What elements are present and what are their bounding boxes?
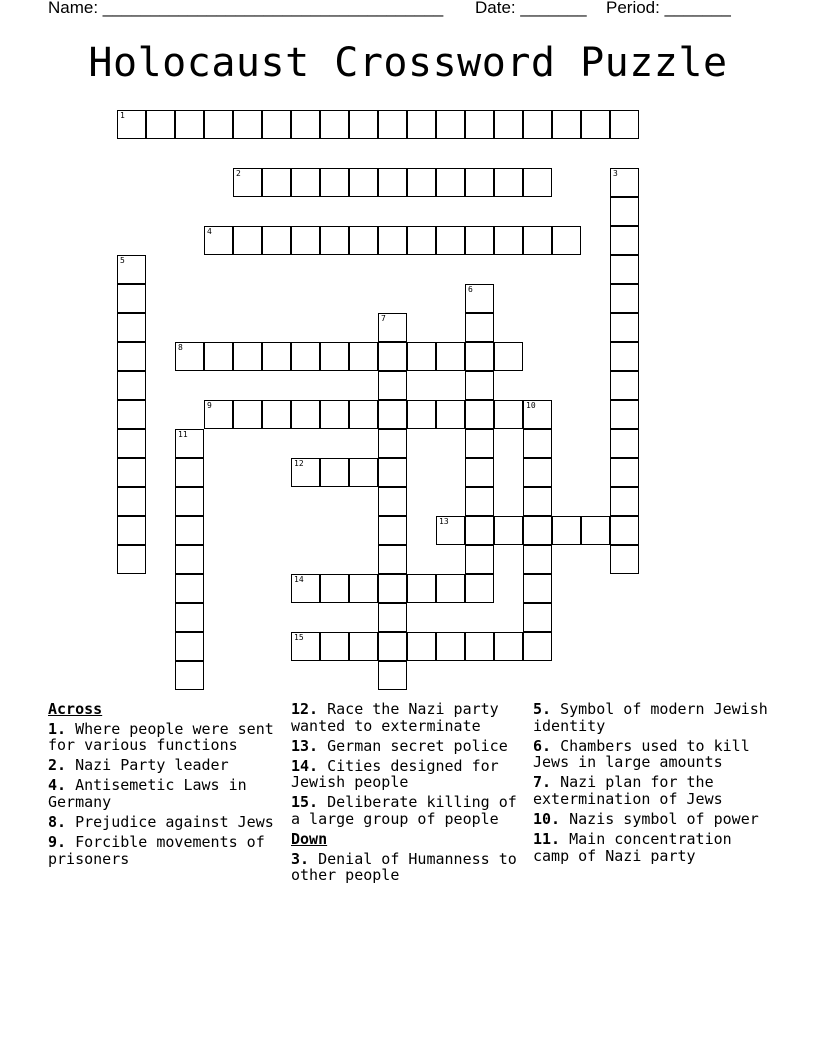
clue-across-15: 15. Deliberate killing of a large group of people: [291, 793, 517, 829]
grid-cell[interactable]: [523, 226, 552, 255]
grid-cell[interactable]: [320, 226, 349, 255]
clue-down-10: 10. Nazis symbol of power: [533, 810, 759, 829]
grid-cell[interactable]: [494, 400, 523, 429]
grid-cell[interactable]: [117, 516, 146, 545]
grid-cell[interactable]: [349, 168, 378, 197]
grid-cell[interactable]: [291, 400, 320, 429]
grid-cell[interactable]: [494, 168, 523, 197]
grid-cell[interactable]: [465, 168, 494, 197]
grid-cell[interactable]: [523, 545, 552, 574]
grid-cell[interactable]: [349, 458, 378, 487]
grid-cell[interactable]: [436, 574, 465, 603]
grid-cell[interactable]: [175, 574, 204, 603]
grid-cell[interactable]: [175, 110, 204, 139]
grid-cell[interactable]: [291, 342, 320, 371]
clue-number-label: 11: [178, 430, 188, 439]
grid-cell[interactable]: [349, 400, 378, 429]
grid-cell[interactable]: [465, 110, 494, 139]
grid-cell[interactable]: [523, 168, 552, 197]
grid-cell[interactable]: [494, 226, 523, 255]
grid-cell[interactable]: [378, 226, 407, 255]
grid-cell-8-start[interactable]: [175, 342, 204, 371]
grid-cell[interactable]: [436, 226, 465, 255]
grid-cell[interactable]: [378, 516, 407, 545]
grid-cell[interactable]: [175, 603, 204, 632]
clue-column-2: [291, 701, 526, 887]
grid-cell[interactable]: [581, 110, 610, 139]
grid-cell-14-start[interactable]: [291, 574, 320, 603]
clue-column-3: [533, 701, 768, 868]
grid-cell[interactable]: [494, 342, 523, 371]
grid-cell[interactable]: [320, 400, 349, 429]
grid-cell[interactable]: [523, 603, 552, 632]
grid-cell-6-start[interactable]: [465, 284, 494, 313]
grid-cell[interactable]: [465, 516, 494, 545]
grid-cell[interactable]: [175, 516, 204, 545]
grid-cell[interactable]: [233, 400, 262, 429]
grid-cell[interactable]: [378, 429, 407, 458]
grid-cell[interactable]: [523, 429, 552, 458]
grid-cell-3-start[interactable]: [610, 168, 639, 197]
clue-across-9: 9. Forcible movements of prisoners: [48, 833, 265, 868]
clue-number-label: 10: [526, 401, 536, 410]
clue-number-label: 7: [381, 314, 386, 323]
clue-across-1: 1. Where people were sent for various functions: [48, 719, 274, 755]
grid-cell[interactable]: [320, 110, 349, 139]
grid-cell[interactable]: [291, 226, 320, 255]
grid-cell[interactable]: [378, 110, 407, 139]
grid-cell[interactable]: [610, 516, 639, 545]
grid-cell[interactable]: [378, 371, 407, 400]
grid-cell[interactable]: [465, 458, 494, 487]
date-field[interactable]: Date: _______: [475, 0, 587, 17]
grid-cell[interactable]: [204, 342, 233, 371]
grid-cell[interactable]: [610, 110, 639, 139]
grid-cell[interactable]: [523, 458, 552, 487]
grid-cell[interactable]: [320, 458, 349, 487]
grid-cell[interactable]: [436, 110, 465, 139]
grid-cell[interactable]: [552, 226, 581, 255]
grid-cell[interactable]: [407, 168, 436, 197]
grid-cell[interactable]: [262, 110, 291, 139]
page-title: Holocaust Crossword Puzzle: [88, 40, 728, 86]
grid-cell[interactable]: [349, 226, 378, 255]
grid-cell[interactable]: [117, 487, 146, 516]
grid-cell[interactable]: [610, 313, 639, 342]
grid-cell[interactable]: [610, 429, 639, 458]
clue-down-7: 7. Nazi plan for the extermination of Jews: [533, 773, 723, 808]
grid-cell[interactable]: [407, 574, 436, 603]
grid-cell[interactable]: [117, 313, 146, 342]
grid-cell[interactable]: [552, 516, 581, 545]
grid-cell[interactable]: [465, 313, 494, 342]
grid-cell[interactable]: [407, 632, 436, 661]
grid-cell-2-start[interactable]: [233, 168, 262, 197]
clue-number-label: 1: [120, 111, 125, 120]
grid-cell[interactable]: [523, 574, 552, 603]
grid-cell[interactable]: [320, 632, 349, 661]
grid-cell[interactable]: [610, 545, 639, 574]
grid-cell[interactable]: [117, 400, 146, 429]
grid-cell[interactable]: [233, 226, 262, 255]
grid-cell[interactable]: [407, 110, 436, 139]
clue-down-6: 6. Chambers used to kill Jews in large amounts: [533, 736, 750, 772]
grid-cell-15-start[interactable]: [291, 632, 320, 661]
grid-cell[interactable]: [407, 226, 436, 255]
grid-cell[interactable]: [117, 342, 146, 371]
grid-cell[interactable]: [436, 632, 465, 661]
grid-cell[interactable]: [378, 400, 407, 429]
clue-across-14: 14. Cities designed for Jewish people: [291, 756, 499, 792]
grid-cell[interactable]: [262, 342, 291, 371]
grid-cell-10-start[interactable]: [523, 400, 552, 429]
grid-cell[interactable]: [465, 545, 494, 574]
grid-cell[interactable]: [262, 168, 291, 197]
grid-cell[interactable]: [320, 168, 349, 197]
grid-cell[interactable]: [378, 458, 407, 487]
grid-cell[interactable]: [291, 110, 320, 139]
grid-cell[interactable]: [552, 110, 581, 139]
grid-cell[interactable]: [610, 342, 639, 371]
grid-cell[interactable]: [233, 110, 262, 139]
clue-down-5: 5. Symbol of modern Jewish identity: [533, 700, 768, 735]
clue-across-4: 4. Antisemetic Laws in Germany: [48, 776, 247, 811]
grid-cell[interactable]: [465, 487, 494, 516]
clue-number-label: 15: [294, 633, 304, 642]
grid-cell-13-start[interactable]: [436, 516, 465, 545]
grid-cell[interactable]: [378, 168, 407, 197]
grid-cell[interactable]: [610, 197, 639, 226]
grid-cell[interactable]: [407, 400, 436, 429]
grid-cell[interactable]: [349, 342, 378, 371]
grid-cell[interactable]: [262, 226, 291, 255]
grid-cell[interactable]: [436, 400, 465, 429]
grid-cell[interactable]: [610, 284, 639, 313]
grid-cell-9-start[interactable]: [204, 400, 233, 429]
grid-cell[interactable]: [494, 110, 523, 139]
grid-cell[interactable]: [494, 632, 523, 661]
clue-across-8: 8. Prejudice against Jews: [48, 813, 274, 832]
grid-cell[interactable]: [465, 400, 494, 429]
grid-cell[interactable]: [523, 516, 552, 545]
grid-cell[interactable]: [349, 632, 378, 661]
grid-cell-12-start[interactable]: [291, 458, 320, 487]
clue-number-label: 5: [120, 256, 125, 265]
clue-down-11: 11. Main concentration camp of Nazi party: [533, 830, 732, 865]
grid-cell[interactable]: [291, 168, 320, 197]
name-field[interactable]: Name: ____________________________________: [48, 0, 444, 17]
grid-cell-1-start[interactable]: [117, 110, 146, 139]
grid-cell[interactable]: [523, 110, 552, 139]
grid-cell[interactable]: [320, 342, 349, 371]
clue-across-12: 12. Race the Nazi party wanted to exterminate: [291, 700, 499, 735]
grid-cell[interactable]: [436, 168, 465, 197]
grid-cell[interactable]: [117, 545, 146, 574]
grid-cell-4-start[interactable]: [204, 226, 233, 255]
grid-cell[interactable]: [523, 632, 552, 661]
clue-down-3: 3. Denial of Humanness to other people: [291, 849, 517, 885]
grid-cell[interactable]: [465, 574, 494, 603]
clue-number-label: 4: [207, 227, 212, 236]
grid-cell[interactable]: [465, 226, 494, 255]
grid-cell[interactable]: [465, 429, 494, 458]
grid-cell[interactable]: [175, 632, 204, 661]
grid-cell[interactable]: [465, 632, 494, 661]
grid-cell[interactable]: [378, 487, 407, 516]
grid-cell[interactable]: [610, 226, 639, 255]
clue-number-label: 12: [294, 459, 304, 468]
grid-cell[interactable]: [349, 110, 378, 139]
grid-cell[interactable]: [262, 400, 291, 429]
clue-column-1: [48, 701, 283, 871]
clue-number-label: 14: [294, 575, 304, 584]
clue-number-label: 8: [178, 343, 183, 352]
grid-cell[interactable]: [146, 110, 175, 139]
grid-cell[interactable]: [204, 110, 233, 139]
clue-number-label: 3: [613, 169, 618, 178]
grid-cell[interactable]: [610, 371, 639, 400]
grid-cell[interactable]: [175, 661, 204, 690]
grid-cell[interactable]: [117, 458, 146, 487]
grid-cell[interactable]: [407, 342, 436, 371]
grid-cell[interactable]: [610, 255, 639, 284]
clue-across-13: 13. German secret police: [291, 736, 508, 755]
grid-cell[interactable]: [378, 661, 407, 690]
grid-cell[interactable]: [494, 516, 523, 545]
grid-cell[interactable]: [175, 545, 204, 574]
grid-cell[interactable]: [436, 342, 465, 371]
grid-cell[interactable]: [378, 603, 407, 632]
grid-cell[interactable]: [378, 574, 407, 603]
clue-number-label: 6: [468, 285, 473, 294]
across-heading: Across: [48, 700, 103, 718]
grid-cell[interactable]: [117, 429, 146, 458]
clue-number-label: 13: [439, 517, 449, 526]
grid-cell[interactable]: [378, 545, 407, 574]
grid-cell-11-start[interactable]: [175, 429, 204, 458]
grid-cell[interactable]: [610, 400, 639, 429]
clue-number-label: 9: [207, 401, 212, 410]
grid-cell[interactable]: [175, 487, 204, 516]
grid-cell[interactable]: [378, 632, 407, 661]
grid-cell[interactable]: [465, 342, 494, 371]
grid-cell[interactable]: [175, 458, 204, 487]
grid-cell[interactable]: [320, 574, 349, 603]
grid-cell[interactable]: [233, 342, 262, 371]
grid-cell[interactable]: [117, 371, 146, 400]
period-field[interactable]: Period: _______: [606, 0, 731, 17]
grid-cell[interactable]: [117, 284, 146, 313]
grid-cell[interactable]: [378, 342, 407, 371]
grid-cell[interactable]: [465, 371, 494, 400]
grid-cell-7-start[interactable]: [378, 313, 407, 342]
down-heading: Down: [291, 830, 328, 849]
grid-cell[interactable]: [581, 516, 610, 545]
grid-cell[interactable]: [523, 487, 552, 516]
grid-cell-5-start[interactable]: [117, 255, 146, 284]
clue-number-label: 2: [236, 169, 241, 178]
grid-cell[interactable]: [610, 487, 639, 516]
grid-cell[interactable]: [349, 574, 378, 603]
clue-across-2: 2. Nazi Party leader: [48, 756, 229, 775]
grid-cell[interactable]: [610, 458, 639, 487]
